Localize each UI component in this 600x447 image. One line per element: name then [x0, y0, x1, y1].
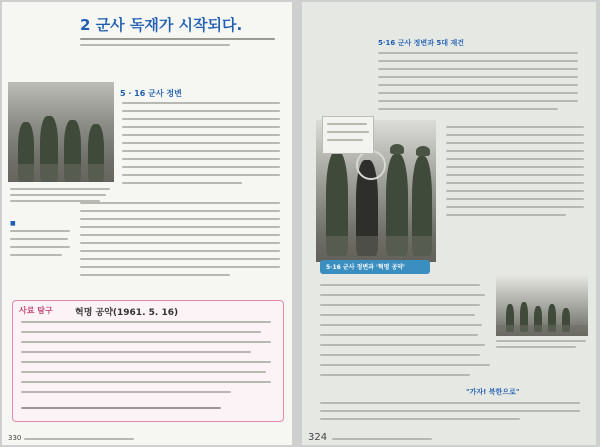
source-box-label: 사료 탐구 [19, 306, 53, 315]
side-note-line [10, 246, 70, 248]
body-text-line [446, 158, 584, 160]
photo-caption-line [10, 194, 106, 196]
source-item-line [21, 321, 271, 323]
list-item-line [320, 334, 478, 336]
body-text-line [80, 210, 280, 212]
list-item-line [320, 324, 482, 326]
topic-tag-label: 5·16 군사 정변과 '혁명 공약' [326, 264, 405, 271]
side-note-line [10, 238, 68, 240]
body-text-line [122, 110, 280, 112]
chapter-title: 2 군사 독재가 시작되다. [80, 16, 243, 34]
soldiers-photo [8, 82, 114, 182]
body-text-line [80, 274, 230, 276]
side-note-head: ■ [10, 220, 16, 227]
intro-text-line [80, 44, 230, 46]
photo-caption-line [496, 340, 586, 342]
soldier-figure [64, 120, 81, 182]
body-text-line [446, 214, 566, 216]
source-box [12, 300, 284, 422]
list-item-line [320, 354, 480, 356]
list-item-line [320, 304, 480, 306]
crowd-figure [534, 306, 542, 332]
helmet-shape [390, 144, 404, 154]
body-text-line [446, 198, 584, 200]
body-text-line [446, 174, 584, 176]
footnote-line [320, 418, 520, 420]
source-item-line [21, 371, 266, 373]
body-text-line [122, 102, 280, 104]
source-item-line [21, 381, 271, 383]
body-text-line [122, 182, 242, 184]
body-text-line [446, 190, 584, 192]
soldier-figure [18, 122, 34, 182]
body-text-line [80, 266, 280, 268]
body-text-line [122, 174, 280, 176]
soldier-figure [326, 152, 348, 256]
body-text-line [446, 142, 584, 144]
side-note-line [10, 254, 62, 256]
helmet-shape [416, 146, 430, 156]
body-text-line [80, 234, 280, 236]
body-text-line [122, 166, 280, 168]
page-number: 330 [8, 434, 22, 442]
body-text-line [122, 150, 280, 152]
source-item-line [21, 351, 251, 353]
crowd-figure [506, 304, 514, 332]
caption-line [327, 139, 363, 141]
body-text-line [80, 202, 280, 204]
crowd-figure [520, 302, 528, 332]
body-text-line [446, 134, 584, 136]
section-title: 5·16 군사 정변과 5대 재건 [378, 39, 464, 47]
caption-line [327, 123, 367, 125]
source-box-title: 혁명 공약(1961. 5. 16) [75, 308, 179, 318]
body-text-line [378, 60, 578, 62]
body-text-line [122, 134, 280, 136]
soldier-figure [40, 116, 58, 182]
photo-caption-line [496, 346, 576, 348]
source-item-line [21, 391, 231, 393]
crowd-figure [548, 304, 556, 332]
list-item-line [320, 294, 485, 296]
intro-text-line [80, 38, 275, 40]
body-text-line [446, 166, 584, 168]
closing-quote: "가자! 북한으로" [466, 388, 520, 396]
list-item-line [320, 364, 490, 366]
body-text-line [122, 118, 280, 120]
list-item-line [320, 344, 485, 346]
photo-caption-box [322, 116, 374, 154]
footer-line [332, 438, 432, 440]
soldier-figure [88, 124, 104, 182]
body-text-line [378, 84, 578, 86]
body-text-line [378, 100, 578, 102]
left-page [2, 2, 292, 445]
body-text-line [446, 182, 584, 184]
page-number: 324 [308, 432, 328, 443]
body-text-line [378, 52, 578, 54]
footnote-line [320, 402, 580, 404]
body-text-line [378, 92, 578, 94]
footer-line [24, 438, 134, 440]
body-text-line [80, 242, 280, 244]
caption-line [327, 131, 369, 133]
body-text-line [446, 150, 584, 152]
demonstration-photo [496, 274, 588, 336]
body-text-line [80, 218, 280, 220]
body-text-line [446, 126, 584, 128]
body-text-line [80, 226, 280, 228]
topic-tag [320, 260, 430, 274]
crowd-figure [562, 308, 570, 332]
body-text-line [80, 258, 280, 260]
footnote-line [320, 410, 580, 412]
body-text-line [446, 206, 584, 208]
source-question-line [21, 407, 221, 409]
soldier-figure [386, 154, 408, 256]
highlight-circle [356, 150, 386, 180]
body-text-line [80, 250, 280, 252]
source-item-line [21, 331, 261, 333]
list-item-line [320, 374, 470, 376]
section-title: 5 · 16 군사 정변 [120, 89, 182, 98]
source-item-line [21, 361, 271, 363]
list-item-line [320, 284, 480, 286]
source-item-line [21, 341, 271, 343]
body-text-line [378, 76, 578, 78]
body-text-line [122, 158, 280, 160]
photo-caption-line [10, 188, 110, 190]
side-note-line [10, 230, 70, 232]
body-text-line [378, 108, 558, 110]
body-text-line [378, 68, 578, 70]
list-item-line [320, 314, 475, 316]
right-page [302, 2, 596, 445]
body-text-line [122, 142, 280, 144]
body-text-line [122, 126, 280, 128]
soldier-figure [412, 156, 432, 256]
